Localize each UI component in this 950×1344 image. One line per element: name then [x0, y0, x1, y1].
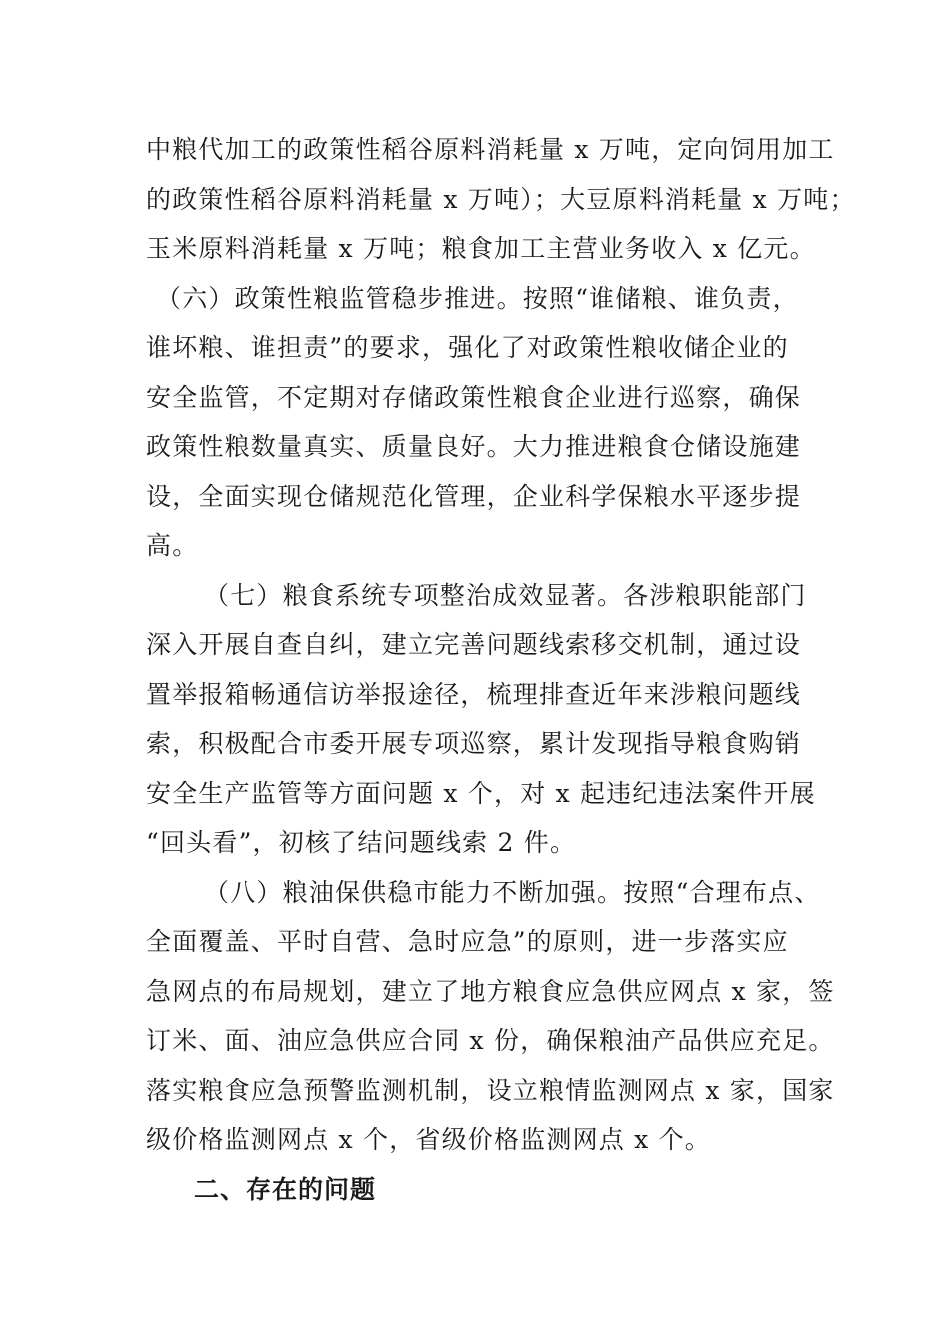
text-line: 深入开展自查自纠，建立完善问题线索移交机制，通过设: [146, 630, 802, 659]
text-line: 谁坏粮、谁担责”的要求，强化了对政策性粮收储企业的: [146, 333, 789, 362]
text-line: 玉米原料消耗量 x 万吨；粮食加工主营业务收入 x 亿元。: [146, 234, 816, 263]
paragraph-eight: [146, 868, 835, 1165]
text-line: 设，全面实现仓储规范化管理，企业科学保粮水平逐步提: [146, 481, 802, 511]
paragraph-continued: [146, 125, 856, 274]
text-line: 订米、面、油应急供应合同 x 份，确保粮油产品供应充足。: [146, 1026, 835, 1055]
section-heading: 二、存在的问题: [194, 1174, 377, 1204]
text-line: 安全监管，不定期对存储政策性粮食企业进行巡察，确保: [146, 382, 802, 412]
text-line: （七）粮食系统专项整治成效显著。各涉粮职能部门: [204, 580, 807, 610]
text-line: 高。: [146, 531, 199, 560]
text-line: 全面覆盖、平时自营、急时应急”的原则，进一步落实应: [146, 927, 789, 956]
text-line: 中粮代加工的政策性稻谷原料消耗量 x 万吨，定向饲用加工: [146, 135, 835, 164]
text-line: 级价格监测网点 x 个，省级价格监测网点 x 个。: [146, 1125, 711, 1154]
text-line: （六）政策性粮监管稳步推进。按照“谁储粮、谁负责，: [156, 283, 799, 313]
text-line: “回头看”，初核了结问题线索 2 件。: [146, 828, 577, 857]
text-line: 的政策性稻谷原料消耗量 x 万吨）；大豆原料消耗量 x 万吨；: [146, 184, 856, 214]
paragraph-seven: [146, 571, 816, 868]
text-line: 落实粮食应急预警监测机制，设立粮情监测网点 x 家，国家: [146, 1075, 835, 1105]
text-line: 安全生产监管等方面问题 x 个，对 x 起违纪违法案件开展: [146, 778, 816, 808]
paragraph-six: [146, 274, 816, 571]
text-line: 置举报箱畅通信访举报途径，梳理排查近年来涉粮问题线: [146, 679, 802, 709]
document-page: [146, 125, 856, 1214]
text-line: 政策性粮数量真实、质量良好。大力推进粮食仓储设施建: [146, 432, 802, 461]
text-line: 索，积极配合市委开展专项巡察，累计发现指导粮食购销: [146, 729, 802, 758]
text-line: （八）粮油保供稳市能力不断加强。按照“合理布点、: [204, 877, 821, 907]
text-line: 急网点的布局规划，建立了地方粮食应急供应网点 x 家，签: [146, 976, 835, 1006]
